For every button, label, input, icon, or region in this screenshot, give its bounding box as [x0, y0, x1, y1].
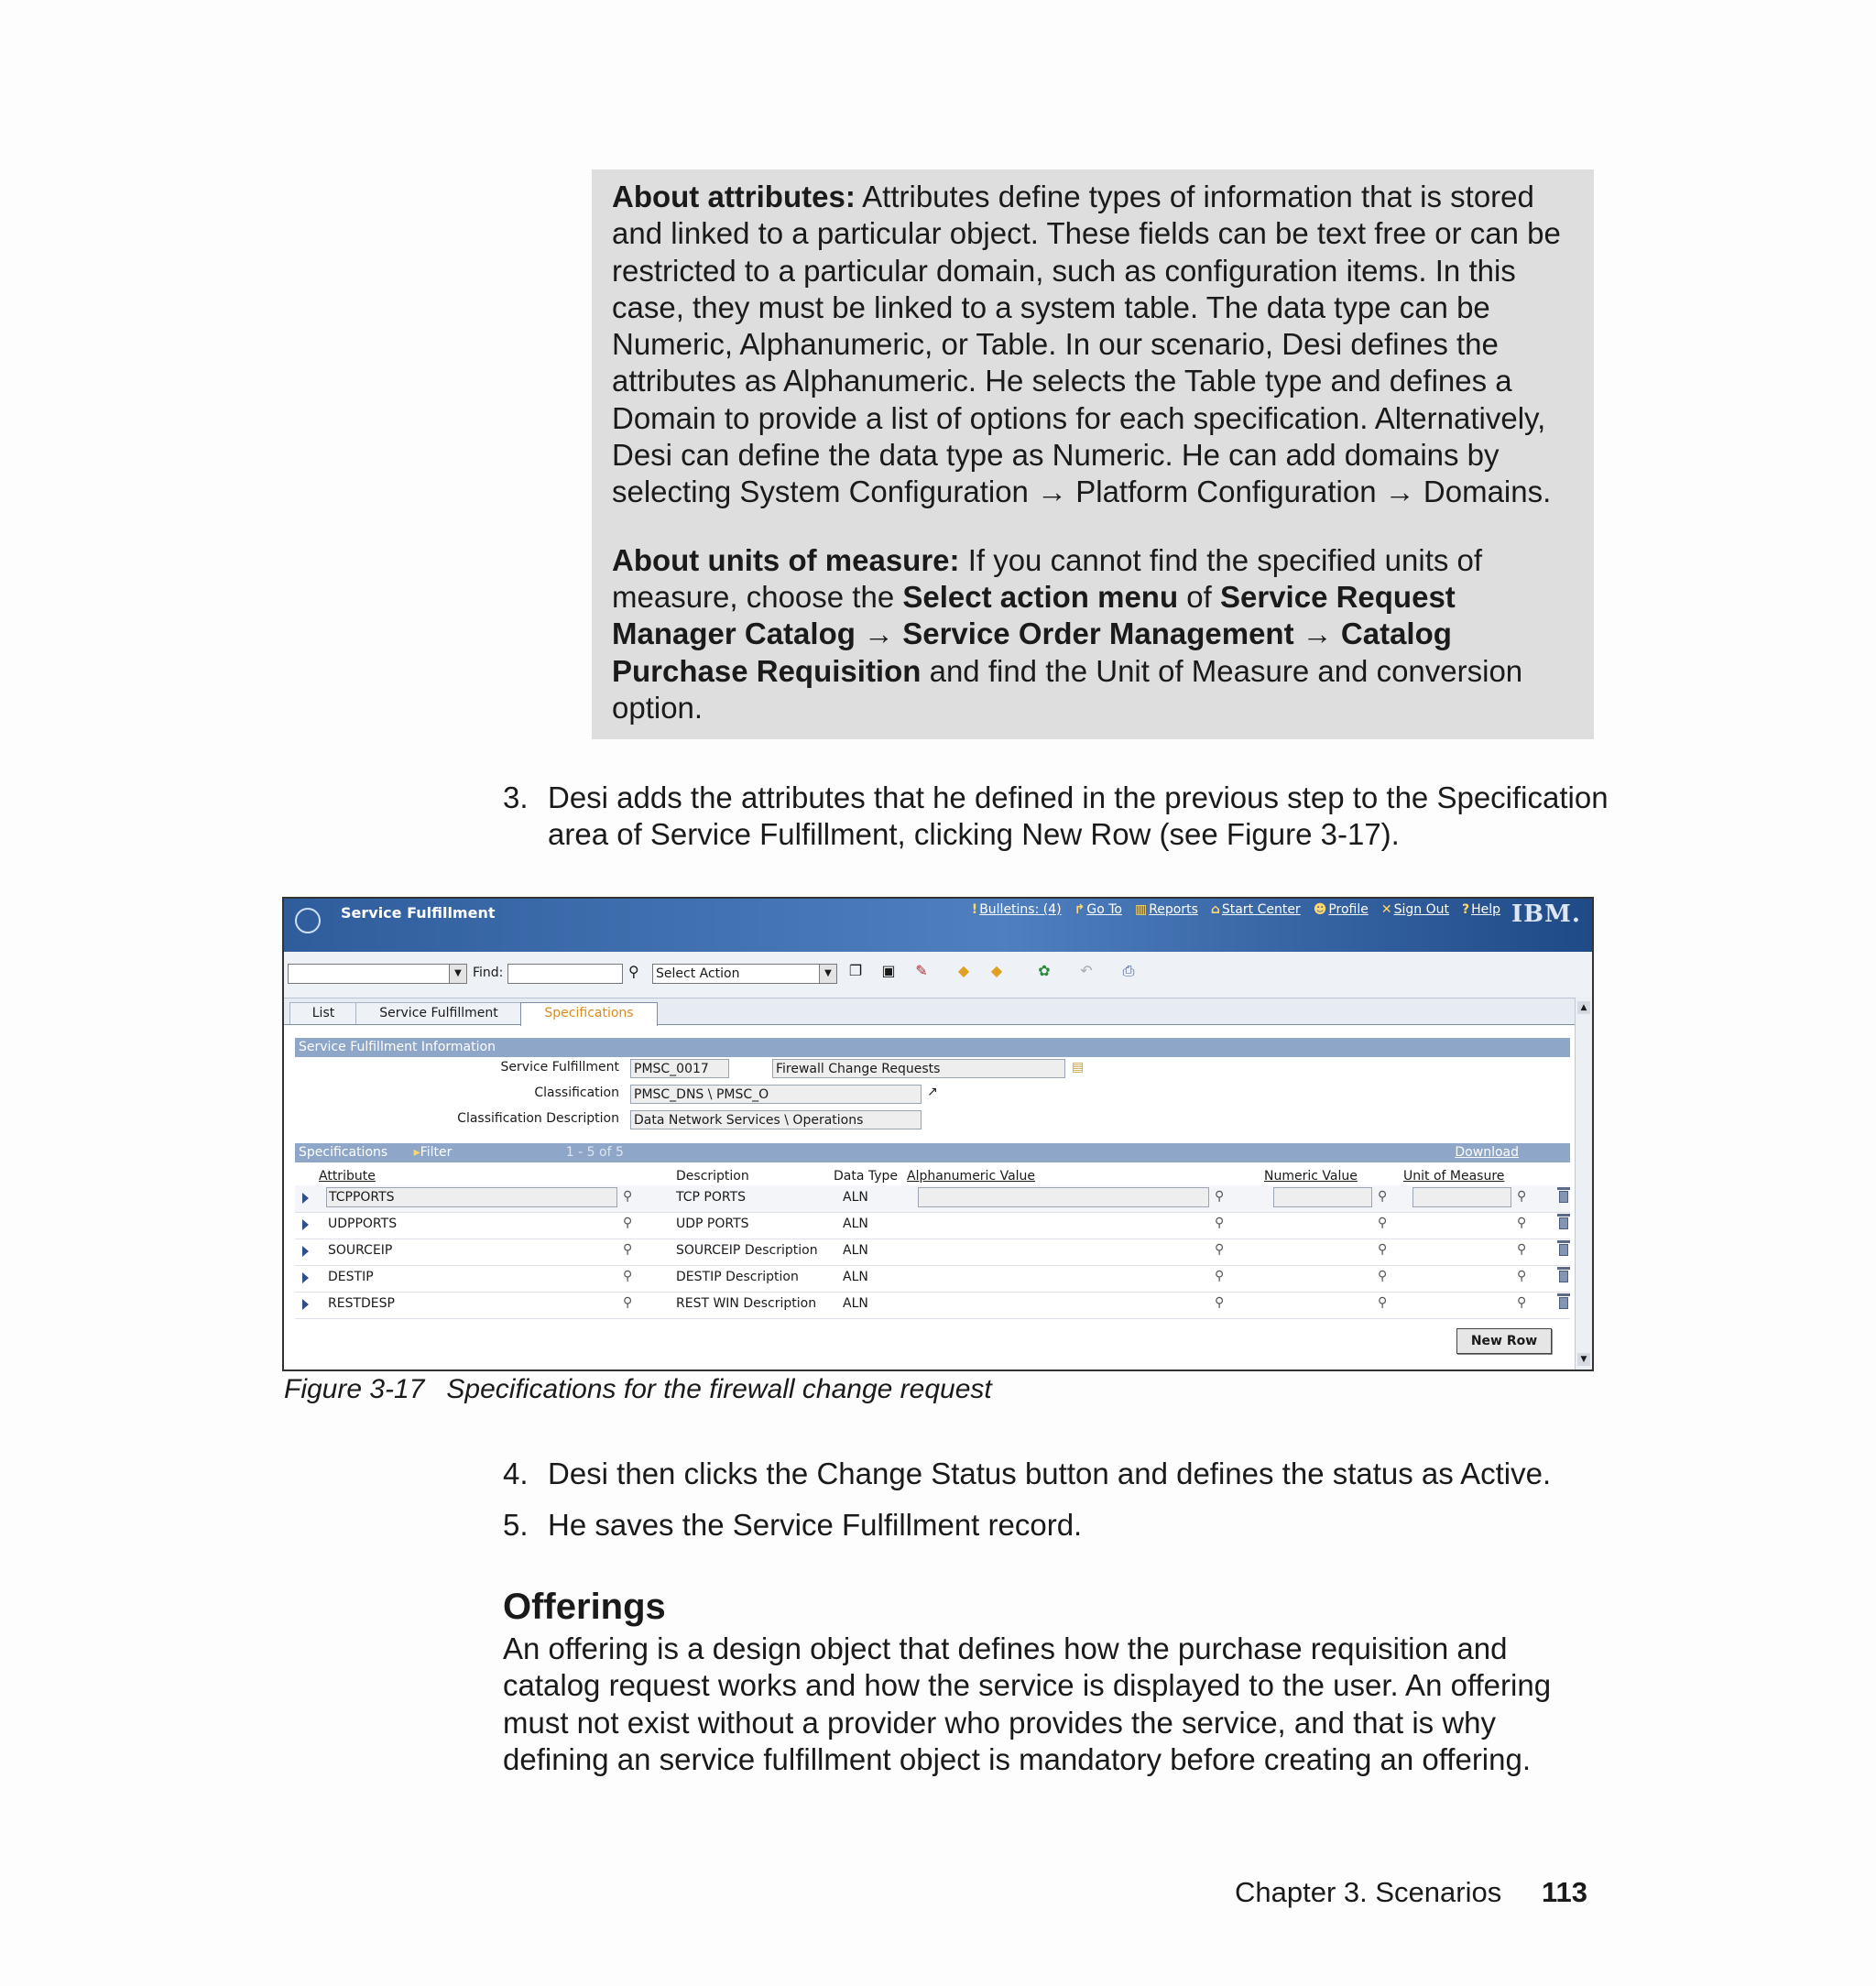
lookup-icon[interactable]: ⚲ — [1517, 1269, 1527, 1283]
home-icon: ⌂ — [1210, 902, 1220, 917]
previous-icon[interactable]: ◆ — [957, 962, 970, 979]
lookup-icon[interactable]: ⚲ — [623, 1216, 633, 1230]
table-row[interactable]: DESTIP ⚲ DESTIP Description ALN ⚲ ⚲ ⚲ — [295, 1265, 1570, 1293]
tab-list[interactable]: List — [289, 1002, 357, 1024]
tab-service-fulfillment[interactable]: Service Fulfillment — [355, 1002, 522, 1024]
section-heading: Offerings — [503, 1587, 666, 1627]
paging-text: 1 - 5 of 5 — [565, 1145, 624, 1160]
classification-description-field[interactable]: Data Network Services \ Operations — [630, 1110, 922, 1129]
delete-row-icon[interactable] — [1557, 1187, 1570, 1204]
print-icon[interactable]: ⎙ — [1122, 962, 1135, 979]
sf-label: Service Fulfillment — [500, 1060, 619, 1075]
app-titlebar — [284, 899, 1592, 952]
binoculars-icon[interactable]: ⚲ — [628, 963, 639, 980]
lookup-icon[interactable]: ⚲ — [1378, 1189, 1388, 1204]
numeric-input[interactable] — [1273, 1187, 1372, 1207]
lookup-icon[interactable]: ⚲ — [1517, 1189, 1527, 1204]
filter-link[interactable]: Filter — [420, 1145, 453, 1160]
user-icon: ☻ — [1313, 902, 1327, 917]
lookup-icon[interactable]: ⚲ — [623, 1242, 633, 1257]
delete-row-icon[interactable] — [1557, 1240, 1570, 1257]
new-row-button[interactable]: New Row — [1456, 1328, 1552, 1354]
alert-icon: ! — [971, 902, 978, 917]
col-data-type: Data Type — [834, 1169, 899, 1184]
about-attributes-paragraph: About attributes: Attributes define types of information that is stored and linked to a particular object. These fields can be text free or can be restricted to a particular domain, such as configuration items. In this case, they must be linked to a system table. The data type can be Numeric, Alphanumeric, or Table. In our scenario, Desi defines the attributes as Alphanumeric. He selects the Table type and defines a Domain to provide a list of options for each specification. Alternatively, Desi can define the data type as Numeric. He can add domains by selecting System Configuration → Platform Configuration → Domains. — [612, 180, 1561, 509]
uom-input[interactable] — [1412, 1187, 1511, 1207]
lookup-icon[interactable]: ⚲ — [1215, 1269, 1225, 1283]
classification-description-label: Classification Description — [457, 1111, 619, 1126]
help-icon: ? — [1461, 902, 1470, 917]
lookup-icon[interactable]: ⚲ — [1517, 1242, 1527, 1257]
route-icon[interactable]: ↶ — [1080, 962, 1093, 979]
long-description-icon[interactable]: ▤ — [1072, 1060, 1085, 1075]
goto-arrow-icon: ↱ — [1074, 902, 1085, 917]
scroll-down-icon[interactable]: ▼ — [1577, 1353, 1590, 1366]
bulletins-link[interactable]: ! Bulletins: (4) — [971, 902, 1062, 917]
sf-description-field[interactable]: Firewall Change Requests — [772, 1059, 1065, 1078]
table-row[interactable]: RESTDESP ⚲ REST WIN Description ALN ⚲ ⚲ ⚲ — [295, 1292, 1570, 1319]
reports-link[interactable]: ▥ Reports — [1134, 902, 1198, 917]
lookup-icon[interactable]: ⚲ — [623, 1269, 633, 1283]
lookup-icon[interactable]: ⚲ — [1517, 1216, 1527, 1230]
classification-field[interactable]: PMSC_DNS \ PMSC_O — [630, 1085, 922, 1104]
lookup-icon[interactable]: ⚲ — [1517, 1295, 1527, 1310]
new-record-icon[interactable]: ❐ — [848, 962, 863, 979]
col-description: Description — [676, 1169, 749, 1184]
toolbar — [284, 952, 1592, 998]
delete-row-icon[interactable] — [1557, 1214, 1570, 1230]
lookup-icon[interactable]: ⚲ — [1378, 1242, 1388, 1257]
figure-caption: Figure 3-17 Specifications for the firewall change request — [284, 1374, 992, 1404]
delete-row-icon[interactable] — [1557, 1267, 1570, 1283]
page-number: 113 — [1542, 1876, 1588, 1908]
lookup-icon[interactable]: ⚲ — [1215, 1216, 1225, 1230]
workflow-icon[interactable]: ✿ — [1038, 962, 1051, 979]
section-paragraph: An offering is a design object that defines how the purchase requisition and catalog request works and how the service is displayed to the user. An offering must not exist without a provider who provides the service, and that is why defining an service fulfillment object is mandatory before creating an offering. — [503, 1631, 1552, 1776]
lookup-icon[interactable]: ⚲ — [623, 1295, 633, 1310]
tab-specifications[interactable]: Specifications — [520, 1002, 658, 1026]
top-links — [972, 902, 1500, 917]
next-icon[interactable]: ◆ — [990, 962, 1003, 979]
find-input[interactable] — [507, 964, 623, 984]
tab-bar — [284, 998, 1576, 1025]
expand-row-icon[interactable] — [302, 1246, 309, 1257]
lookup-icon[interactable]: ⚲ — [1378, 1295, 1388, 1310]
filter-icon[interactable]: ▸ — [413, 1145, 420, 1160]
reports-icon: ▥ — [1134, 902, 1148, 917]
lookup-icon[interactable]: ⚲ — [1378, 1269, 1388, 1283]
save-icon[interactable]: ▣ — [881, 962, 896, 979]
about-units-paragraph: About units of measure: If you cannot find the specified units of measure, choose the Select action menu of Service Request Manager Catalog → Service Order Management → Catalog Purchase Requisition and find the Unit of Measure and conversion option. — [612, 542, 1523, 725]
clear-icon[interactable]: ✎ — [915, 962, 928, 979]
query-select[interactable] — [288, 964, 467, 984]
col-alphanumeric[interactable]: Alphanumeric Value — [907, 1169, 1036, 1184]
table-row[interactable]: SOURCEIP ⚲ SOURCEIP Description ALN ⚲ ⚲ ⚲ — [295, 1239, 1570, 1266]
expand-row-icon[interactable] — [302, 1272, 309, 1283]
lookup-icon[interactable]: ⚲ — [1378, 1216, 1388, 1230]
delete-row-icon[interactable] — [1557, 1293, 1570, 1310]
help-link[interactable]: ? Help — [1461, 902, 1500, 917]
scroll-up-icon[interactable]: ▲ — [1577, 1001, 1590, 1014]
classification-label: Classification — [534, 1086, 619, 1100]
chevron-down-icon: ▼ — [819, 965, 836, 983]
close-icon: ✕ — [1380, 902, 1392, 917]
select-action-dropdown[interactable]: Select Action ▼ — [652, 964, 837, 984]
table-row[interactable]: UDPPORTS ⚲ UDP PORTS ALN ⚲ ⚲ ⚲ — [295, 1212, 1570, 1239]
figure-screenshot — [282, 897, 1594, 1371]
table-row[interactable]: TCPPORTS ⚲ TCP PORTS ALN ⚲ ⚲ ⚲ — [295, 1185, 1570, 1213]
app-title: Service Fulfillment — [341, 904, 496, 922]
col-attribute[interactable]: Attribute — [319, 1169, 376, 1184]
lookup-icon[interactable]: ⚲ — [1215, 1189, 1225, 1204]
sf-value-field[interactable]: PMSC_0017 — [630, 1059, 729, 1078]
expand-row-icon[interactable] — [302, 1299, 309, 1310]
app-logo-icon — [295, 908, 321, 933]
vertical-scrollbar[interactable] — [1575, 998, 1592, 1369]
specifications-section-header: Specifications ▸Filter 1 - 5 of 5 Download — [295, 1143, 1570, 1162]
lookup-icon[interactable]: ⚲ — [1215, 1295, 1225, 1310]
col-unit-of-measure[interactable]: Unit of Measure — [1403, 1169, 1505, 1184]
ibm-logo: IBM. — [1511, 900, 1581, 928]
find-label: Find: — [473, 966, 504, 980]
expand-row-icon[interactable] — [302, 1193, 309, 1204]
download-link[interactable]: Download — [1455, 1145, 1519, 1160]
expand-row-icon[interactable] — [302, 1219, 309, 1230]
info-section-header: Service Fulfillment Information — [295, 1038, 1570, 1057]
sign-out-link[interactable]: ✕ Sign Out — [1380, 902, 1449, 917]
lookup-icon[interactable]: ⚲ — [1215, 1242, 1225, 1257]
chevron-down-icon: ▼ — [449, 965, 466, 983]
footer-chapter: Chapter 3. Scenarios — [1235, 1876, 1502, 1908]
attribute-input[interactable]: TCPPORTS — [326, 1187, 617, 1207]
start-center-link[interactable]: ⌂ Start Center — [1210, 902, 1301, 917]
goto-link[interactable]: ↱ Go To — [1074, 902, 1122, 917]
alphanumeric-input[interactable] — [918, 1187, 1209, 1207]
about-note-box — [592, 169, 1594, 739]
profile-link[interactable]: ☻ Profile — [1313, 902, 1369, 917]
lookup-icon[interactable]: ⚲ — [623, 1189, 633, 1204]
classification-lookup-icon[interactable]: ↗ — [927, 1085, 938, 1099]
col-numeric[interactable]: Numeric Value — [1264, 1169, 1358, 1184]
